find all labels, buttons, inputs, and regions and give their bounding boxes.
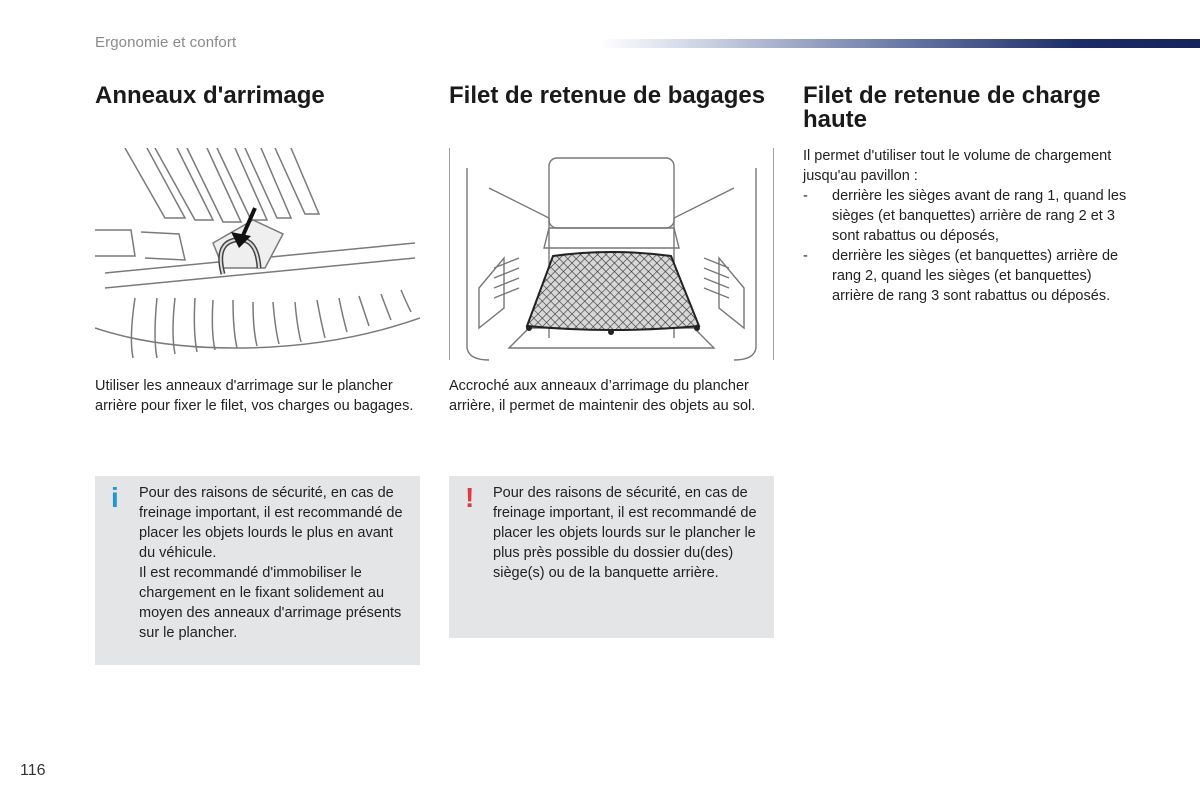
list-item-text: derrière les sièges avant de rang 1, quand les sièges (et banquettes) arrière de rang 2 et 3 sont rabattus ou déposés,	[832, 188, 1127, 244]
header-gradient-bar	[600, 39, 1200, 48]
illustration-filet-bagages	[449, 148, 774, 366]
info-note-box	[95, 476, 420, 665]
title-anneaux-arrimage: Anneaux d'arrimage	[95, 82, 325, 109]
text-anneaux-arrimage: Utiliser les anneaux d'arrimage sur le plancher arrière pour fixer le filet, vos charges ou bagages.	[95, 378, 414, 414]
section-header: Ergonomie et confort	[95, 34, 237, 51]
warning-note-text	[493, 483, 766, 583]
list-item	[803, 246, 1133, 306]
warning-note-box	[449, 476, 774, 638]
charge-haute-list	[803, 186, 1133, 306]
list-item	[803, 186, 1133, 246]
warning-icon: !	[465, 482, 475, 513]
info-note-line1: Pour des raisons de sécurité, en cas de freinage important, il est recommandé de placer les objets lourds le plus en avant du véhicule.	[139, 485, 403, 561]
page-number: 116	[20, 762, 46, 779]
text-filet-bagages: Accroché aux anneaux d’arrimage du plancher arrière, il permet de maintenir des objets au sol.	[449, 378, 756, 414]
info-icon: i	[111, 482, 119, 513]
text-charge-haute-intro: Il permet d'utiliser tout le volume de chargement jusqu'au pavillon :	[803, 148, 1112, 184]
illustration-anneau-arrimage	[95, 148, 420, 366]
info-note-text	[139, 483, 412, 643]
list-item-text: derrière les sièges (et banquettes) arrière de rang 2, quand les sièges (et banquettes) arrière de rang 3 sont rabattus ou déposés.	[832, 248, 1119, 304]
warning-note-line1: Pour des raisons de sécurité, en cas de freinage important, il est recommandé de placer les objets lourds sur le plancher le plus près possible du dossier du(des) siège(s) ou de la banquette arrière.	[493, 485, 757, 581]
title-filet-charge-haute: Filet de retenue de charge haute	[803, 82, 1101, 133]
info-note-line2: Il est recommandé d'immobiliser le chargement en le fixant solidement au moyen des anneaux d'arrimage présents sur le plancher.	[139, 565, 402, 641]
list-dash: -	[803, 188, 808, 204]
list-dash: -	[803, 248, 808, 264]
title-filet-retenue-bagages: Filet de retenue de bagages	[449, 82, 766, 109]
